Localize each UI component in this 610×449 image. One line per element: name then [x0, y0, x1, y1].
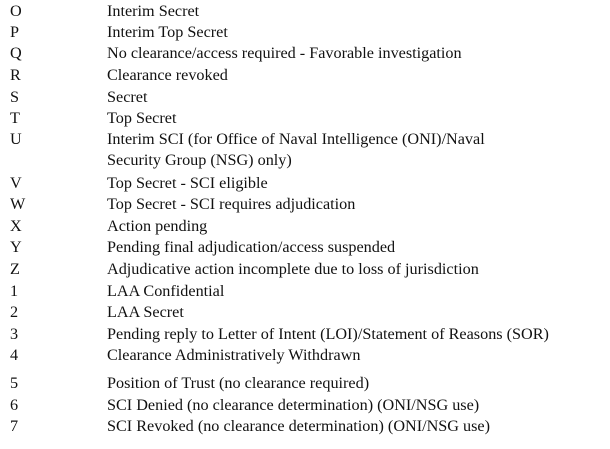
entry-description-line: Interim Secret — [107, 2, 200, 20]
entry-code: 4 — [10, 346, 19, 364]
entry-code: S — [10, 88, 20, 106]
entry-description — [107, 1, 199, 22]
entry-description-line: Clearance Administratively Withdrawn — [107, 346, 361, 364]
entry-description — [107, 324, 549, 345]
entry-description-line: Adjudicative action incomplete due to loss of jurisdiction — [107, 260, 479, 278]
entry-description — [107, 129, 485, 172]
entry-description — [107, 345, 360, 366]
entry-description — [107, 43, 462, 64]
entry-code: 1 — [10, 282, 19, 300]
entry-code: O — [10, 2, 22, 20]
entry-code: Q — [10, 44, 22, 62]
entry-description — [107, 416, 490, 437]
entry-description — [107, 302, 184, 323]
entry-code: T — [10, 109, 20, 127]
entry-description-line: Pending final adjudication/access suspended — [107, 238, 396, 256]
entry-description — [107, 281, 224, 302]
entry-description-line: Top Secret - SCI eligible — [107, 174, 268, 192]
entry-description-line: Pending reply to Letter of Intent (LOI)/Statement of Reasons (SOR) — [107, 325, 549, 343]
entry-description — [107, 22, 228, 43]
entry-description — [107, 108, 176, 129]
entry-description-line: Interim SCI (for Office of Naval Intelligence (ONI)/Naval — [107, 130, 485, 148]
entry-description-line: SCI Denied (no clearance determination) (ONI/NSG use) — [107, 396, 480, 414]
entry-description-line: SCI Revoked (no clearance determination) (ONI/NSG use) — [107, 417, 490, 435]
entry-description-line: Secret — [107, 88, 148, 106]
entry-description — [107, 395, 479, 416]
entry-code: 6 — [10, 396, 19, 414]
entry-description-line: Interim Top Secret — [107, 23, 228, 41]
entry-description — [107, 87, 147, 108]
entry-description-line: Top Secret - SCI requires adjudication — [107, 195, 356, 213]
entry-description-line: Clearance revoked — [107, 66, 228, 84]
entry-description-line: LAA Secret — [107, 303, 184, 321]
entry-code: R — [10, 66, 21, 84]
entry-description — [107, 237, 395, 258]
entry-code: 2 — [10, 303, 19, 321]
entry-description-line: Action pending — [107, 217, 208, 235]
entry-description — [107, 259, 479, 280]
entry-description-line: Security Group (NSG) only) — [107, 151, 292, 170]
entry-description-line: LAA Confidential — [107, 282, 225, 300]
entry-description-line: Position of Trust (no clearance required) — [107, 374, 370, 392]
entry-code: P — [10, 23, 20, 41]
entry-description — [107, 373, 369, 394]
entry-code: 3 — [10, 325, 19, 343]
entry-description-line: No clearance/access required - Favorable investigation — [107, 44, 462, 62]
entry-code: X — [10, 217, 22, 235]
entry-code: U — [10, 130, 22, 148]
entry-description — [107, 173, 268, 194]
entry-code: 5 — [10, 374, 19, 392]
entry-code: Z — [10, 260, 20, 278]
entry-code: 7 — [10, 417, 19, 435]
entry-code: Y — [10, 238, 22, 256]
entry-description — [107, 65, 228, 86]
entry-code: V — [10, 174, 22, 192]
entry-description — [107, 194, 355, 215]
entry-code: W — [10, 195, 26, 213]
entry-description — [107, 216, 207, 237]
entry-description-line: Top Secret — [107, 109, 177, 127]
